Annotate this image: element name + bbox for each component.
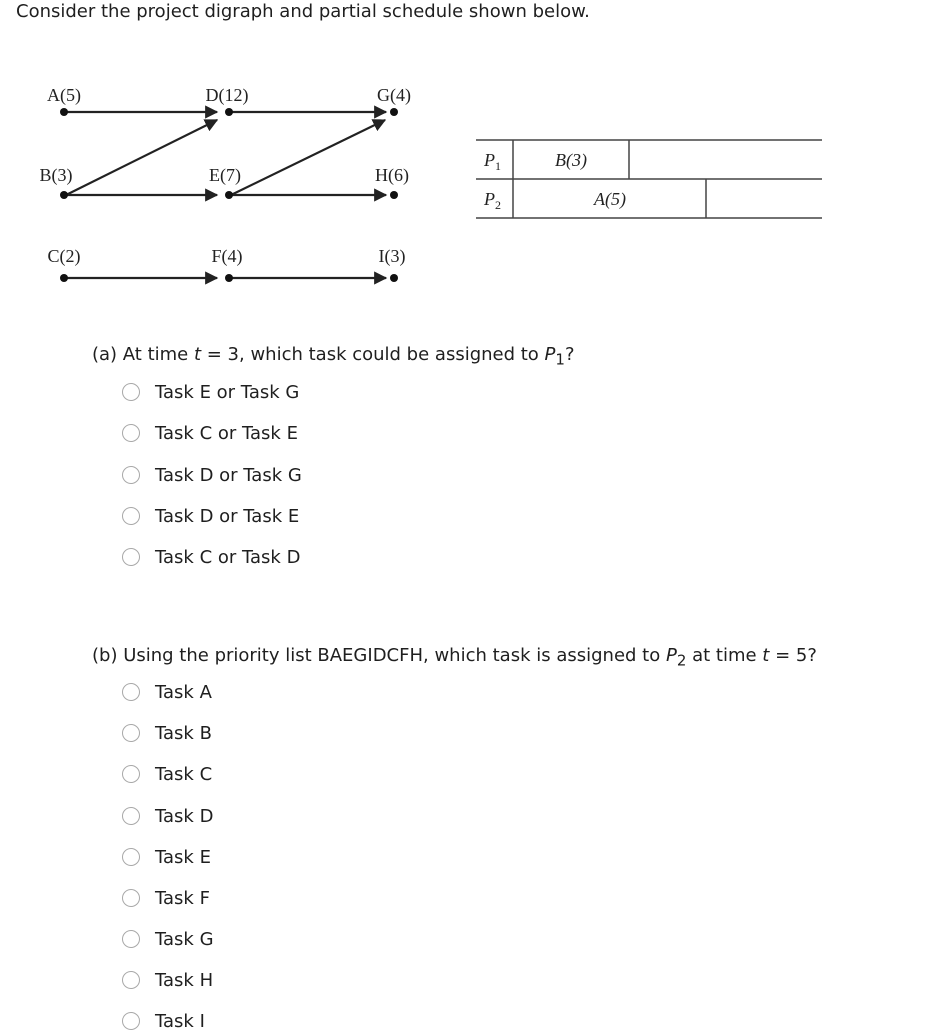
label-B: B(3)	[39, 165, 73, 185]
question-b-prompt: (b) Using the priority list BAEGIDCFH, which task is assigned to $P_2$ at time t = 5?	[92, 645, 817, 670]
label-H: H(6)	[375, 165, 409, 185]
option-a-5[interactable]: Task C or Task D	[122, 545, 300, 569]
question-a-prompt: (a) At time t = 3, which task could be assigned to $P_1$?	[92, 344, 575, 369]
schedule-p1-task: B(3)	[555, 150, 587, 170]
option-b-2[interactable]: Task B	[122, 721, 212, 745]
option-a-1[interactable]: Task E or Task G	[122, 380, 299, 404]
node-G	[390, 108, 398, 116]
schedule-p2-task: A(5)	[594, 189, 626, 209]
radio-button[interactable]	[122, 383, 140, 401]
node-C	[60, 274, 68, 282]
label-D: D(12)	[205, 85, 249, 105]
radio-button[interactable]	[122, 724, 140, 742]
node-E	[225, 191, 233, 199]
node-H	[390, 191, 398, 199]
radio-button[interactable]	[122, 971, 140, 989]
label-E: E(7)	[209, 165, 241, 185]
radio-button[interactable]	[122, 683, 140, 701]
radio-button[interactable]	[122, 1012, 140, 1030]
node-F	[225, 274, 233, 282]
radio-button[interactable]	[122, 424, 140, 442]
option-b-3[interactable]: Task C	[122, 762, 212, 786]
edge-E-G	[231, 120, 385, 195]
radio-button[interactable]	[122, 507, 140, 525]
radio-button[interactable]	[122, 548, 140, 566]
option-a-3[interactable]: Task D or Task G	[122, 463, 302, 487]
option-b-1[interactable]: Task A	[122, 680, 212, 704]
radio-button[interactable]	[122, 930, 140, 948]
processor-p1-label: $P_1$	[484, 150, 501, 173]
node-I	[390, 274, 398, 282]
radio-button[interactable]	[122, 765, 140, 783]
edge-B-D	[66, 120, 217, 195]
option-b-7[interactable]: Task G	[122, 927, 214, 951]
project-digraph	[0, 0, 951, 330]
option-b-8[interactable]: Task H	[122, 968, 213, 992]
processor-p2-label: $P_2$	[484, 189, 501, 212]
intro-text: Consider the project digraph and partial schedule shown below.	[16, 1, 590, 22]
schedule-table	[476, 140, 822, 218]
option-b-5[interactable]: Task E	[122, 845, 211, 869]
option-a-4[interactable]: Task D or Task E	[122, 504, 299, 528]
option-b-9[interactable]: Task I	[122, 1009, 205, 1033]
radio-button[interactable]	[122, 466, 140, 484]
label-A: A(5)	[47, 85, 81, 105]
radio-button[interactable]	[122, 889, 140, 907]
label-G: G(4)	[377, 85, 411, 105]
label-I: I(3)	[378, 246, 406, 266]
node-D	[225, 108, 233, 116]
node-A	[60, 108, 68, 116]
option-b-6[interactable]: Task F	[122, 886, 210, 910]
label-F: F(4)	[211, 246, 243, 266]
option-b-4[interactable]: Task D	[122, 804, 213, 828]
radio-button[interactable]	[122, 848, 140, 866]
label-C: C(2)	[47, 246, 81, 266]
node-B	[60, 191, 68, 199]
option-a-2[interactable]: Task C or Task E	[122, 421, 298, 445]
radio-button[interactable]	[122, 807, 140, 825]
